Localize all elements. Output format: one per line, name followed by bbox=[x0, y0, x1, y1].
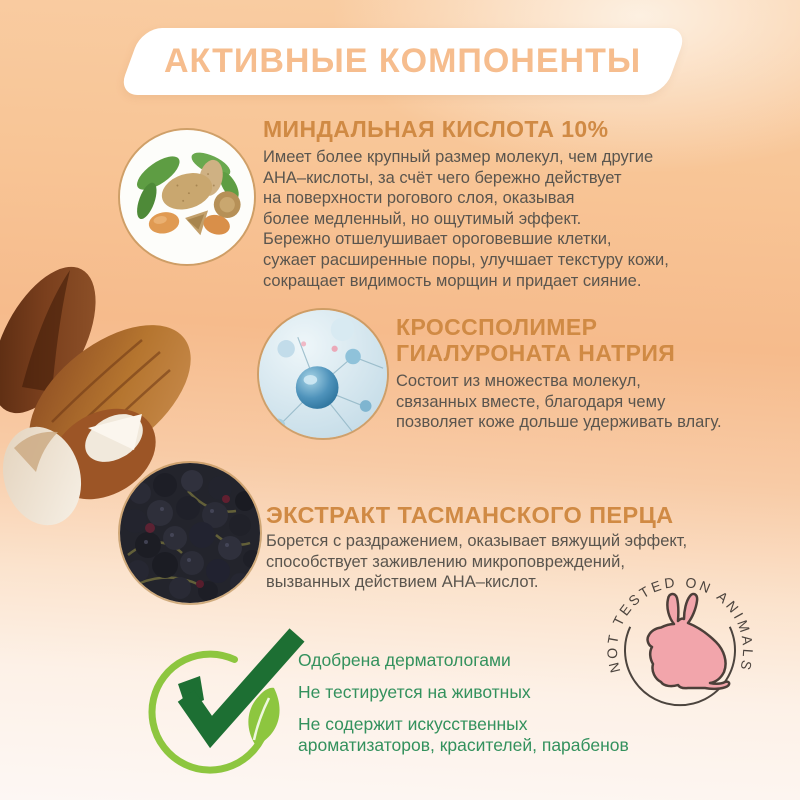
section-1-body: Имеет более крупный размер молекул, чем другие АНА–кислоты, за счёт чего бережно действует на поверхности рогового слоя, оказывая более медленный, но ощутимый эффект. Бережно отшелушивает ороговевшие клетки, сужает расширенные поры, улучшает текстуру кожи, сокращает видимость морщин и придает сияние. bbox=[263, 148, 669, 290]
almonds-plate-illustration bbox=[120, 130, 254, 264]
not-tested-on-animals-stamp bbox=[600, 568, 760, 728]
section-3-heading: ЭКСТРАКТ ТАСМАНСКОГО ПЕРЦА bbox=[266, 502, 674, 528]
header-banner bbox=[118, 28, 688, 95]
rabbit-icon bbox=[648, 594, 730, 689]
hyaluronate-molecule-photo bbox=[257, 308, 389, 440]
page-title: АКТИВНЫЕ КОМПОНЕНТЫ bbox=[164, 42, 642, 80]
check-leaf-illustration bbox=[148, 628, 313, 798]
molecule-illustration bbox=[259, 310, 387, 438]
section-1-heading: МИНДАЛЬНАЯ КИСЛОТА 10% bbox=[263, 116, 609, 142]
stamp-text: NOT TESTED ON ANIMALS bbox=[603, 573, 757, 675]
check-leaf-icon bbox=[148, 628, 313, 798]
benefit-item: Не тестируется на животных bbox=[298, 682, 531, 702]
section-2-heading: КРОССПОЛИМЕР ГИАЛУРОНАТА НАТРИЯ bbox=[396, 314, 676, 366]
section-3-body: Борется с раздражением, оказывает вяжущий эффект, способствует заживлению микроповреждений, вызванных действием АНА–кислот. bbox=[266, 532, 688, 592]
almonds-plate-photo bbox=[118, 128, 256, 266]
stamp-illustration bbox=[600, 568, 760, 728]
almonds-illustration bbox=[0, 252, 197, 537]
benefit-item: Одобрена дерматологами bbox=[298, 650, 511, 670]
benefit-item: Не содержит искусственных ароматизаторов, красителей, парабенов bbox=[298, 714, 629, 755]
section-2-body: Состоит из множества молекул, связанных вместе, благодаря чему позволяет коже дольше удерживать влагу. bbox=[396, 372, 722, 432]
almonds-photo bbox=[0, 252, 197, 537]
